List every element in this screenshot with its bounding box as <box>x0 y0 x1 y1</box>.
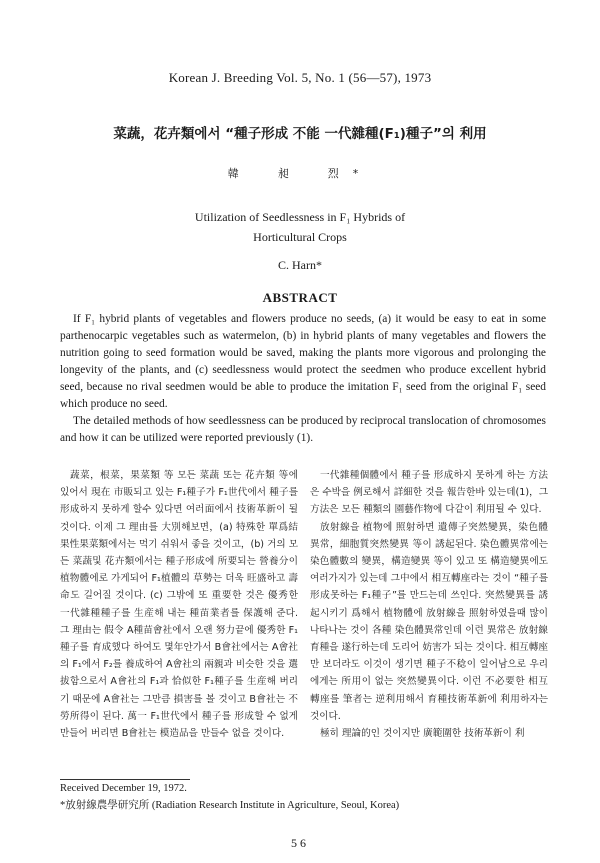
body-paragraph: 放射線을 植物에 照射하면 遺傳子突然變異，染色體異常，細胞質突然變異 等이 誘起된다. 染色體異常에는 染色體數의 變異，構造變異 等이 있고 또 構造變異에도 여러가지가 있는데 그中에서 相互轉座라는 것이 “種子를 形成못하는 F₁種子”를 만드는데 쓰인다. 突然變異를 誘起시키기 爲해서 植物體에 放射線을 照射하였을때 많이 나타나는 것이 各種 染色體異常인데 이런 異常은 放射線育種을 遂行하는데 도리어 妨害가 되는 것이다. 相互轉座만 보더라도 이것이 생기면 種子不稔이 일어남으로 우리에게는 所用이 없는 突然變異이다. 이런 不必要한 相互轉座를 筆者는 逆利用해서 育種技術革新에 利用하자는 것이다. <box>310 521 548 722</box>
abstract-body <box>60 311 546 447</box>
body-paragraph: 一代雜種個體에서 種子를 形成하지 못하게 하는 方法은 수박을 例로해서 詳細한 것을 報告한바 있는데(1)，그 方法은 모든 種類의 園藝作物에 다같이 利用될 수 있다. <box>310 470 548 516</box>
abstract-paragraph-2: The detailed methods of how seedlessness can be produced by reciprocal translocation of chromosomes and how it can be utilized were reported previously (1). <box>60 415 546 444</box>
footnote-divider <box>60 779 190 780</box>
paper-title-korean: 菜蔬，花卉類에서 “種子形成 不能 一代雜種(F₁)種子”의 利用 <box>113 126 487 142</box>
abstract-paragraph-1: If F₁ hybrid plants of vegetables and flowers produce no seeds, (a) it would be easy to eat in some parthenocarpic vegetables such as watermelon, (b) in hybrid plants of many vegetables and flowers the nutrition going to seed formation would be saved, making the plants more vigorous and prolonging the longevity of the plants, and (c) seedlessness would protect the seedmen who produce excellent hybrid seed, because no rival seedmen would be able to produce the imitation F₁ seed from the original F₁ seed which produce no seed. <box>60 313 546 410</box>
author-name-english: C. Harn* <box>278 258 322 272</box>
journal-citation: Korean J. Breeding Vol. 5, No. 1 (56—57), 1973 <box>168 70 432 85</box>
body-column-left <box>60 467 298 742</box>
footnote-affiliation: *放射線農學研究所 (Radiation Research Institute in Agriculture, Seoul, Korea) <box>60 800 400 811</box>
body-column-right <box>310 467 548 742</box>
title-english-line-1: Utilization of Seedlessness in F₁ Hybrids of <box>194 210 406 224</box>
title-english-line-2: Horticultural Crops <box>253 230 347 244</box>
footnote-received-date: Received December 19, 1972. <box>60 783 187 794</box>
body-paragraph: 蔬菜，根菜，果菜類 等 모든 菜蔬 또는 花卉類 等에 있어서 現在 市販되고 있는 F₁種子가 F₁世代에서 種子를 形成하지 못하게 할수 있다면 여러面에서 技術革新이 될 것이다. 이제 그 理由를 大別해보면，(a) 特殊한 單爲結果性果菜類에서는 먹기 쉬워서 좋을 것이고，(b) 거의 모든 菜蔬및 花卉類에서는 種子形成에 所要되는 營養分이 植物體에로 가게되어 F₁植體의 草勢는 더욱 旺盛하고 壽命도 길어질 것이다. (c) 그밖에 또 重要한 것은 優秀한 一代雜種種子를 生産해 내는 種苗業者를 保護해 준다. 그 理由는 假令 A種苗會社에서 오랜 努力끝에 優秀한 F₁種子를 育成했다 하여도 몇年안가서 B會社에서는 A會社의 F₁에서 F₂를 養成하여 A會社의 兩親과 비슷한 것을 選拔함으로서 A會社의 F₁과 恰似한 F₁種子를 生産해 버리기 때문에 A會社는 그만큼 損害를 볼 것이고 B會社는 不勞所得이 된다. 萬一 F₁世代에서 種子를 形成할 수 없게 만들어 버리면 B會社는 模造品을 만들수 없을 것이다. <box>60 470 298 740</box>
author-name-korean: 韓 昶 烈* <box>227 167 373 180</box>
page-number: 56 <box>291 836 309 850</box>
paper-title-english <box>0 207 600 247</box>
abstract-heading: ABSTRACT <box>262 290 338 305</box>
body-paragraph: 極히 理論的인 것이지만 廣範圍한 技術革新이 利 <box>320 728 525 740</box>
